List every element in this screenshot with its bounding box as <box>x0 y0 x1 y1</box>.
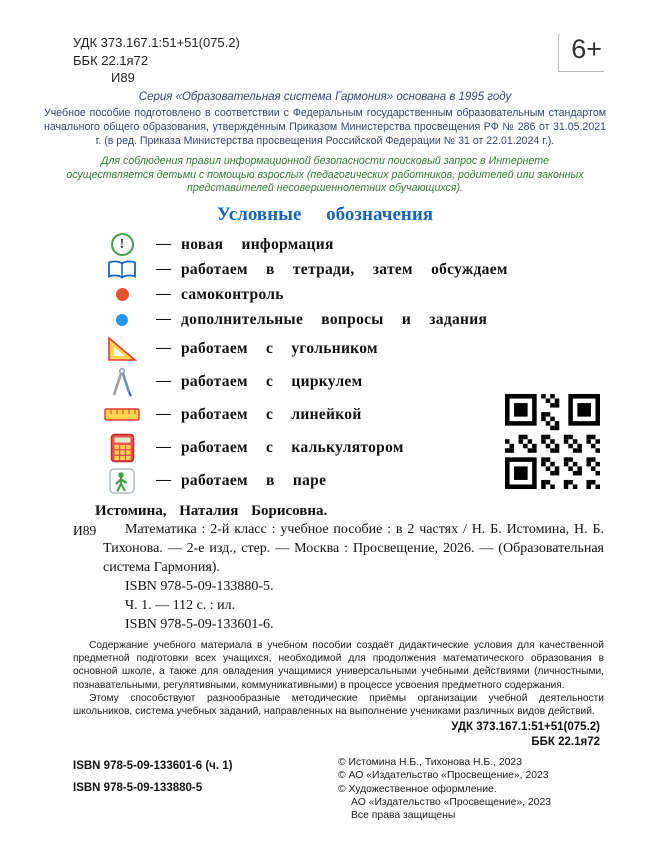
self-check-icon <box>100 288 144 301</box>
header-row <box>0 0 650 87</box>
copyright-block <box>338 756 604 823</box>
entry-text: Математика : 2-й класс : учебное пособие : в 2 частях / Н. Б. Истомина, Н. Б. Тихонова. — 2-е изд., стер. — Москва : Просвещение, 2026. — (Образовательная система Гармония). <box>103 522 604 576</box>
legend-item <box>100 257 650 282</box>
annotation-paragraph-1: Содержание учебного материала в учебном пособии создаёт дидактические условия для качественной предметной подготовки всех учащихся, необходимой для продолжения математического образования в основной школе, а также для овладения учащимися универсальными учебными действиями (личностными, познавательными, регулятивными, коммуникативными) в процессе усвоения предметного содержания. <box>73 639 604 691</box>
legend-item-label: работаем с угольником <box>181 339 378 357</box>
isbn-block <box>73 756 232 823</box>
isbn-line: ISBN 978-5-09-133880-5 <box>73 782 203 795</box>
author-heading: Истомина, Наталия Борисовна. <box>95 503 328 520</box>
author-sign-code: И89 <box>111 70 135 86</box>
qr-code <box>505 394 600 489</box>
legend-item <box>100 332 650 365</box>
copyright-line: Все права защищены <box>351 810 456 822</box>
legend-item-label: новая информация <box>181 235 334 253</box>
dash: — <box>156 311 171 328</box>
dash: — <box>156 236 171 253</box>
legend-item-label: работаем в паре <box>181 471 327 489</box>
exclamation-glyph: ! <box>111 233 134 256</box>
dash: — <box>156 406 171 423</box>
pair-work-icon <box>100 468 144 494</box>
legend-item <box>100 307 650 332</box>
legend-item-label: дополнительные вопросы и задания <box>181 310 488 328</box>
age-rating-badge: 6+ <box>558 34 604 72</box>
copyright-line: © Художественное оформление. <box>338 783 497 795</box>
entry-part-line: Ч. 1. — 112 с. : ил. <box>125 598 236 614</box>
dash: — <box>156 439 171 456</box>
calculator-icon <box>100 433 144 463</box>
legend-item-label: работаем с линейкой <box>181 405 362 423</box>
udk-footer-line: УДК 373.167.1:51+51(075.2) <box>451 721 600 734</box>
bibliographic-entry <box>73 521 604 634</box>
udk-line: УДК 373.167.1:51+51(075.2) <box>73 35 240 50</box>
dash: — <box>156 472 171 489</box>
legend-item-label: работаем с калькулятором <box>181 438 404 456</box>
legend-item <box>100 232 650 257</box>
series-note: Серия «Образовательная система Гармония» основана в 1995 году <box>138 90 512 103</box>
safety-note: Для соблюдения правил информационной безопасности поисковый запрос в Интернете осуществляется детьми с помощью взрослых (педагогических работников, родителей или законных представителей несовершеннолетних обучающихся). <box>66 154 584 195</box>
annotation <box>73 639 604 719</box>
dash: — <box>156 373 171 390</box>
bbk-footer-line: ББК 22.1я72 <box>531 736 600 749</box>
legend-item-label: работаем с циркулем <box>181 372 363 390</box>
legend-item <box>100 282 650 307</box>
extra-questions-icon <box>100 314 144 326</box>
set-square-icon <box>100 336 144 362</box>
legend-item-label: самоконтроль <box>181 285 284 303</box>
entry-isbn-full: ISBN 978-5-09-133880-5. <box>125 579 274 595</box>
dash: — <box>156 340 171 357</box>
notebook-icon <box>100 260 144 280</box>
approval-note: Учебное пособие подготовлено в соответствии с Федеральным государственным образовательным стандартом начального общего образования, утверждённым Приказом Министерства просвещения РФ № 286 от 31.05.2021 г. (в ред. Приказа Министерства просвещения Российской Федерации № 31 от 22.01.2024 г.). <box>44 106 606 147</box>
annotation-paragraph-2: Этому способствуют разнообразные методические приёмы организации учебной деятельности школьников, система учебных заданий, направленных на выполнение учениками различных видов действий. <box>73 692 604 718</box>
copyright-line: АО «Издательство «Просвещение», 2023 <box>351 797 552 809</box>
legend-title: Условные обозначения <box>216 204 434 226</box>
legend-item-label: работаем в тетради, затем обсуждаем <box>181 260 508 278</box>
copyright-line: © Истомина Н.Б., Тихонова Н.Б., 2023 <box>338 757 522 769</box>
classification-footer <box>0 720 600 750</box>
bbk-line: ББК 22.1я72 <box>73 52 149 68</box>
ruler-icon <box>100 407 144 422</box>
isbn-line: ISBN 978-5-09-133601-6 (ч. 1) <box>73 760 233 773</box>
entry-isbn-part: ISBN 978-5-09-133601-6. <box>125 616 274 632</box>
page-footer <box>73 756 604 823</box>
new-info-icon <box>100 233 144 256</box>
dash: — <box>156 286 171 303</box>
compass-icon <box>100 367 144 397</box>
copyright-line: © АО «Издательство «Просвещение», 2023 <box>338 770 549 782</box>
dash: — <box>156 261 171 278</box>
entry-code: И89 <box>73 523 97 539</box>
classification-codes <box>73 34 240 87</box>
entry-body <box>103 521 604 634</box>
